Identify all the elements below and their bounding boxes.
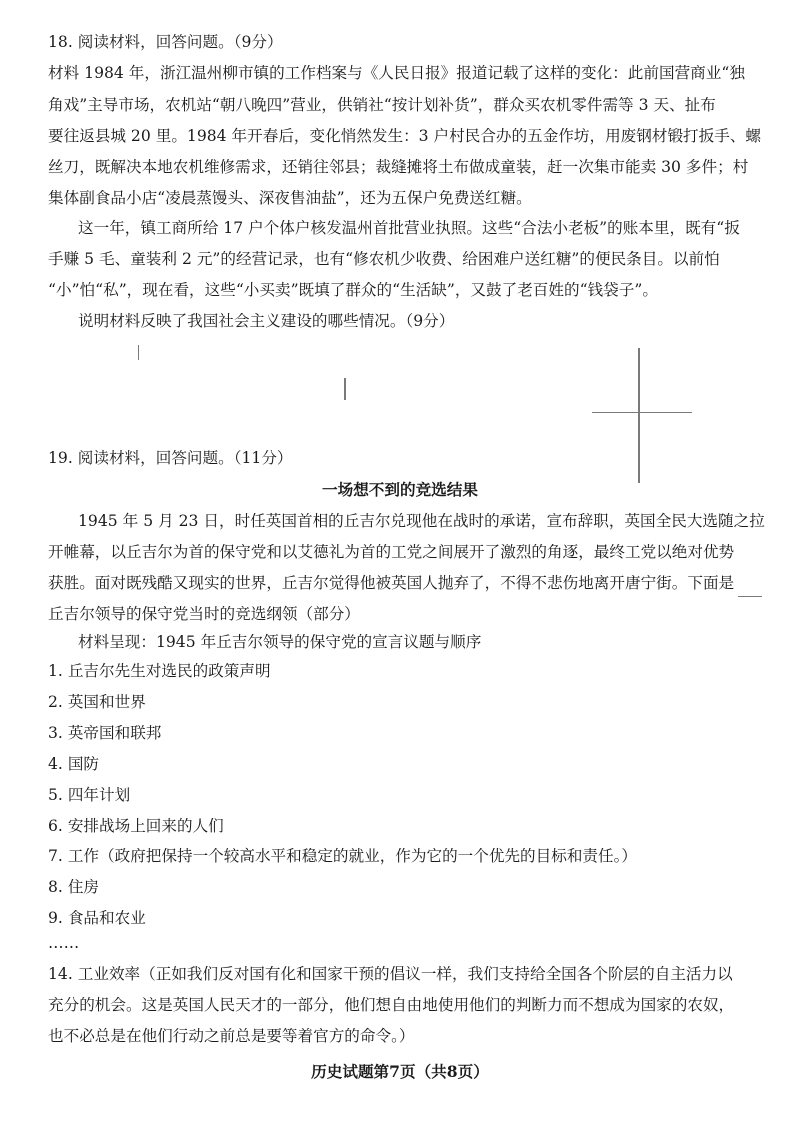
q19-intro-line: 获胜。面对既残酷又现实的世界，丘吉尔觉得他被英国人抛弃了，不得不悲伤地离开唐宁街。下面是 (48, 574, 735, 592)
scan-mark (138, 345, 139, 360)
list-item: 5. 四年计划 (48, 786, 131, 804)
list-item: 4. 国防 (48, 755, 100, 773)
q18-material-line: 材料 1984 年，浙江温州柳市镇的工作档案与《人民日报》报道记载了这样的变化：此前国营商业“独 (48, 64, 745, 82)
q18-paragraph-line: “小”怕“私”，现在看，这些“小买卖”既填了群众的“生活缺”，又鼓了老百姓的“钱袋子”。 (48, 281, 658, 299)
list-item: 7. 工作（政府把保持一个较高水平和稳定的就业，作为它的一个优先的目标和责任。） (48, 847, 638, 865)
q18-material-line: 丝刀，既解决本地农机维修需求，还销往邻县；裁缝摊将土布做成童装，赶一次集市能卖 30 多件；村 (48, 158, 749, 176)
scan-mark (738, 596, 762, 597)
q18-question: 说明材料反映了我国社会主义建设的哪些情况。（9分） (78, 312, 455, 330)
q19-title: 一场想不到的竞选结果 (322, 480, 478, 499)
page-footer: 历史试题第7页（共8页） (311, 1062, 489, 1081)
q18-material-line: 集体副食品小店“凌晨蒸馒头、深夜售油盐”，还为五保户免费送红糖。 (48, 189, 532, 207)
list-item: 3. 英帝国和联邦 (48, 724, 162, 742)
list-ellipsis: …… (48, 934, 80, 952)
list-item: 2. 英国和世界 (48, 693, 146, 711)
crop-mark-horizontal (592, 412, 692, 413)
list-item: 6. 安排战场上回来的人们 (48, 817, 224, 835)
q19-intro-line: 丘吉尔领导的保守党当时的竞选纲领（部分） (48, 605, 360, 623)
list-item: 9. 食品和农业 (48, 909, 146, 927)
q18-paragraph-line: 手赚 5 毛、童装利 2 元”的经营记录，也有“修农机少收费、给困难户送红糖”的便民条目。以前怕 (48, 250, 720, 268)
q18-material-line: 要往返县城 20 里。1984 年开春后，变化悄然发生：3 户村民合办的五金作坊，用废钢材锻打扳手、螺 (48, 127, 762, 145)
q19-heading: 19. 阅读材料，回答问题。（11分） (48, 449, 293, 467)
q18-heading: 18. 阅读材料，回答问题。（9分） (48, 33, 283, 51)
q18-material-line: 角戏”主导市场，农机站“朝八晚四”营业，供销社“按计划补货”，群众买农机零件需等 3 天、扯布 (48, 96, 716, 114)
list-item: 1. 丘吉尔先生对选民的政策声明 (48, 662, 271, 680)
scan-mark (344, 378, 346, 400)
list-item-line: 充分的机会。这是英国人民天才的一部分，他们想自由地使用他们的判断力而不想成为国家的农奴， (48, 996, 735, 1014)
q19-material-caption: 材料呈现：1945 年丘吉尔领导的保守党的宣言议题与顺序 (78, 633, 482, 651)
q19-intro-line: 1945 年 5 月 23 日，时任英国首相的丘吉尔兑现他在战时的承诺，宣布辞职，英国全民大选随之拉 (78, 512, 765, 530)
list-item: 8. 住房 (48, 878, 100, 896)
list-item-line: 14. 工业效率（正如我们反对国有化和国家干预的倡议一样，我们支持给全国各个阶层的自主活力以 (48, 965, 733, 983)
crop-mark-vertical (638, 348, 640, 483)
list-item-line: 也不必总是在他们行动之前总是要等着官方的命令。） (48, 1027, 415, 1045)
q18-paragraph-line: 这一年，镇工商所给 17 户个体户核发温州首批营业执照。这些“合法小老板”的账本里，既有“扳 (78, 219, 740, 237)
q19-intro-line: 开帷幕，以丘吉尔为首的保守党和以艾德礼为首的工党之间展开了激烈的角逐，最终工党以绝对优势 (48, 543, 735, 561)
